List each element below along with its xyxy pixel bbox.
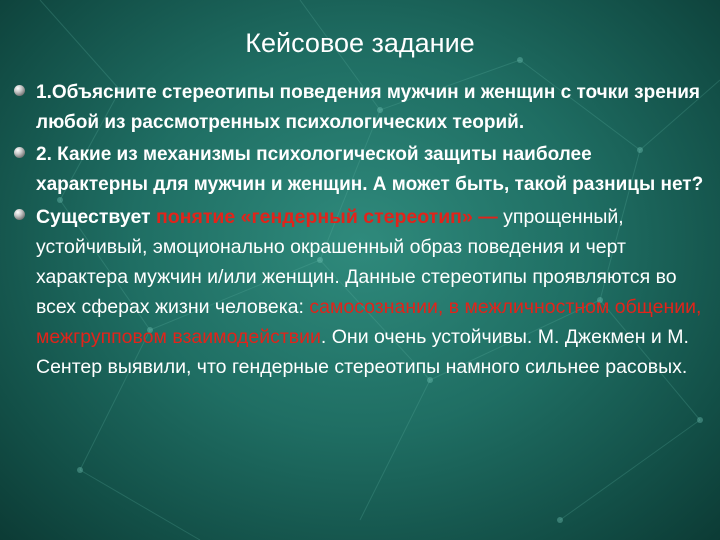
bullet-list	[14, 78, 704, 382]
question-1-text: 1.Объясните стереотипы поведения мужчин и женщин с точки зрения любой из рассмотренных психологических теорий.	[36, 82, 701, 133]
gender-stereotype-term: понятие «гендерный стереотип» —	[150, 206, 498, 228]
closing-text: . Они очень устойчивы. М. Джекмен и М. Сентер выявили, что гендерные стереотипы намного сильнее расовых.	[36, 326, 689, 378]
definition-lead: Существует	[36, 206, 151, 228]
list-item-question-2	[14, 140, 704, 200]
question-2-text: 2. Какие из механизмы психологической защиты наиболее характерны для мужчин и женщин. А может быть, такой разницы нет?	[36, 144, 704, 195]
sphere-bullet-icon	[14, 147, 25, 158]
list-item-question-1	[14, 78, 704, 138]
life-spheres-highlight: самосознании, в межличностном общении, межгрупповом взаимодействии	[36, 296, 702, 348]
definition-text: упрощенный, устойчивый, эмоционально окрашенный образ поведения и черт характера мужчин и/или женщин. Данные стереотипы проявляются во всех сферах жизни человека:	[36, 206, 677, 318]
definition-paragraph	[36, 202, 704, 382]
sphere-bullet-icon	[14, 85, 25, 96]
list-item-definition	[14, 202, 704, 382]
slide-title: Кейсовое задание	[245, 28, 475, 58]
sphere-bullet-icon	[14, 209, 25, 220]
